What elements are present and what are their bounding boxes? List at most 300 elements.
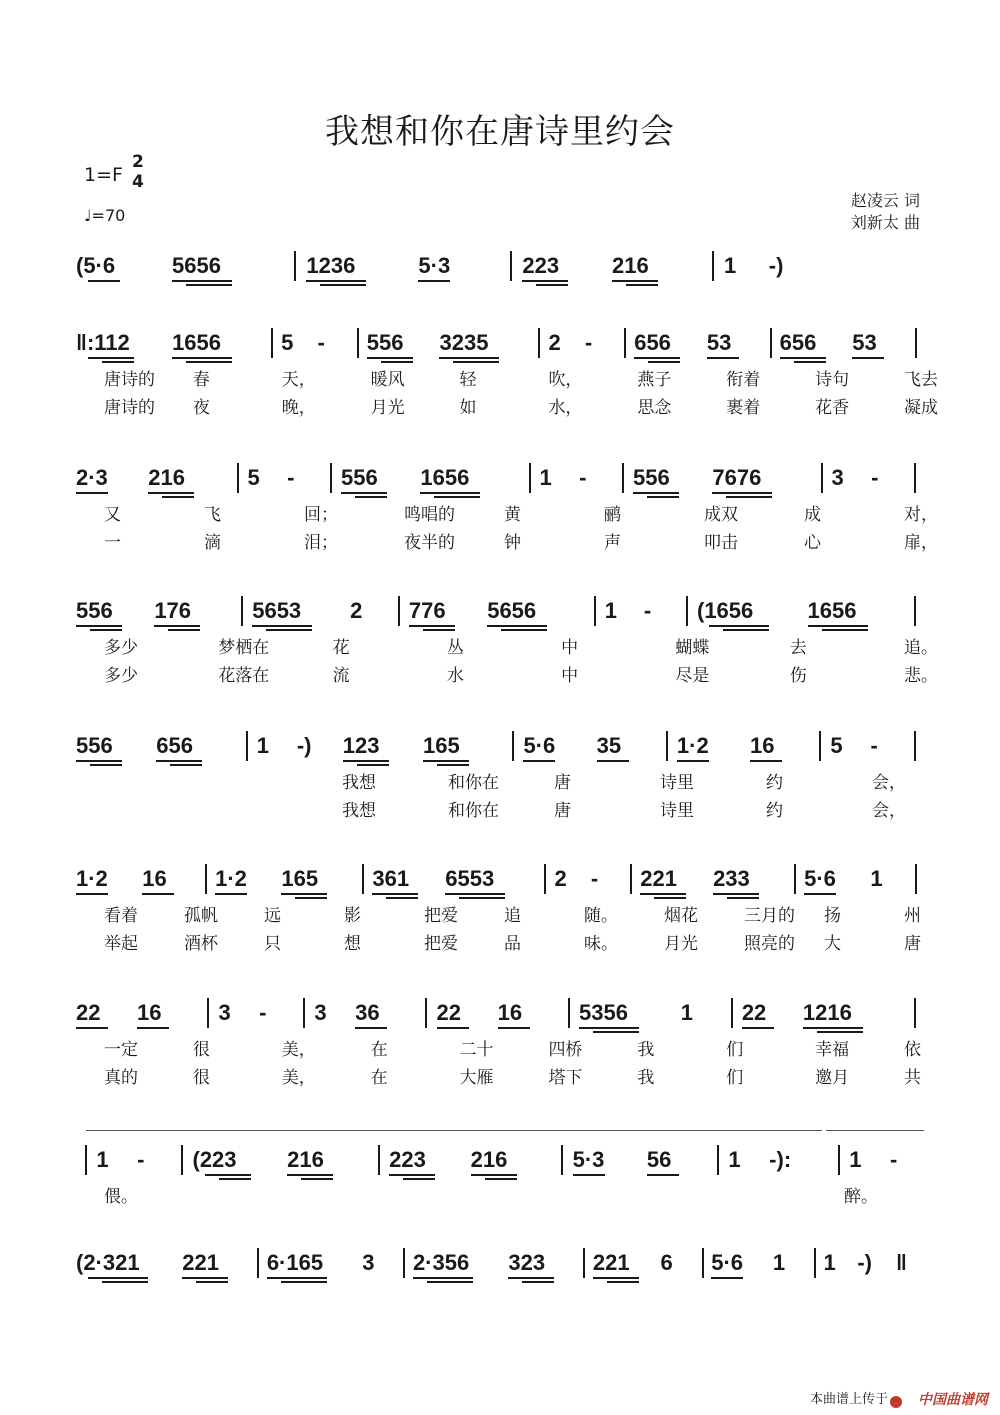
barline	[594, 596, 596, 626]
note-group: 22	[436, 1000, 462, 1025]
barline	[914, 463, 916, 493]
barline	[398, 596, 400, 626]
note-group: 5·6	[804, 866, 836, 891]
underline-beam	[154, 625, 200, 627]
underline-beam	[420, 492, 480, 494]
underline-beam	[266, 629, 312, 631]
barline	[237, 463, 239, 493]
underline-beam	[148, 492, 194, 494]
volta-bracket-2	[826, 1130, 924, 1131]
underline-beam	[508, 1277, 554, 1279]
underline-beam	[281, 893, 327, 895]
lyric-text: 们	[726, 1068, 744, 1088]
underline-beam	[219, 1178, 251, 1180]
lyric-text: 约	[766, 801, 783, 821]
lyric-text: 在	[370, 1068, 388, 1088]
barline	[207, 998, 209, 1028]
lyric-text: 吹，	[548, 370, 583, 390]
underline-beam	[487, 625, 547, 627]
barline	[819, 731, 821, 761]
underline-beam	[437, 1027, 469, 1029]
underline-beam	[522, 280, 568, 282]
underline-beam	[723, 629, 769, 631]
underline-beam	[76, 760, 122, 762]
note-group: 3	[362, 1250, 375, 1275]
quarter-note-icon: ♩	[84, 206, 92, 225]
lyric-text: 春	[192, 370, 210, 390]
note-group: -	[137, 1147, 145, 1172]
lyric-text: 去	[789, 638, 807, 658]
note-group: -):	[769, 1147, 792, 1172]
footer-upload-text: 本曲谱上传于	[809, 1392, 888, 1407]
barline	[241, 596, 243, 626]
barline	[257, 1248, 259, 1278]
note-group: -	[871, 465, 879, 490]
underline-beam	[726, 496, 772, 498]
note-group: 1	[728, 1147, 741, 1172]
lyric-text: 夜半的	[404, 533, 455, 553]
note-group: 5·3	[572, 1147, 605, 1172]
note-group: 2·3	[76, 465, 108, 490]
underline-beam	[803, 1027, 863, 1029]
lyric-text: 在	[370, 1040, 388, 1060]
song-title: 我想和你在唐诗里约会	[325, 112, 675, 152]
underline-beam	[215, 893, 247, 895]
barline	[529, 463, 531, 493]
note-group: 123	[342, 733, 380, 758]
underline-beam	[170, 764, 202, 766]
underline-beam	[707, 357, 739, 359]
lyric-text: 滴	[204, 533, 221, 553]
barline	[630, 864, 632, 894]
note-group: 776	[408, 598, 446, 623]
note-group: -	[317, 330, 325, 355]
note-group: 1	[539, 465, 552, 490]
note-group: 1656	[172, 330, 222, 355]
underline-beam	[536, 284, 568, 286]
underline-beam	[372, 893, 418, 895]
underline-beam	[90, 629, 122, 631]
note-group: -	[590, 866, 599, 891]
underline-beam	[626, 284, 658, 286]
note-group: 1	[772, 1250, 786, 1275]
note-group: 1·2	[76, 866, 108, 891]
lyric-text: 夜	[192, 398, 210, 418]
underline-beam	[427, 1281, 473, 1283]
note-group: -	[870, 733, 878, 758]
lyric-text: 们	[726, 1040, 744, 1060]
note-group: 22	[76, 1000, 101, 1025]
barline	[362, 864, 364, 894]
underline-beam	[320, 284, 366, 286]
underline-beam	[808, 625, 868, 627]
barline	[544, 864, 546, 894]
note-group: 656	[634, 330, 671, 355]
note-group: 3235	[439, 330, 489, 355]
underline-beam	[607, 1281, 639, 1283]
lyric-text: 大	[824, 934, 841, 954]
note-group: ‖:112	[76, 330, 130, 355]
lyric-text: 扉，	[904, 533, 938, 553]
underline-beam	[612, 280, 658, 282]
note-group: 53	[706, 330, 732, 355]
note-group: 1	[823, 1250, 836, 1275]
underline-beam	[750, 760, 782, 762]
note-group: -)	[857, 1250, 873, 1275]
lyric-text: 州	[904, 906, 921, 926]
note-group: 36	[355, 1000, 380, 1025]
note-group: 5	[830, 733, 843, 758]
underline-beam	[287, 1174, 333, 1176]
underline-beam	[780, 357, 826, 359]
tempo-value: =70	[91, 206, 126, 225]
barline	[702, 1248, 704, 1278]
lyric-text: 我	[637, 1040, 655, 1060]
note-group: 223	[389, 1147, 426, 1172]
note-group: 656	[779, 330, 817, 355]
lyric-text: 成	[804, 505, 821, 525]
note-group: (5·6	[76, 253, 116, 278]
underline-beam	[355, 1027, 387, 1029]
barline	[794, 864, 796, 894]
barline	[303, 998, 305, 1028]
lyric-text: 二十	[459, 1040, 494, 1060]
lyric-text: 黄	[504, 505, 521, 525]
note-group: 1656	[420, 465, 470, 490]
note-group: 6553	[445, 866, 495, 891]
lyric-text: 追	[504, 906, 521, 926]
underline-beam	[102, 1281, 148, 1283]
underline-beam	[409, 625, 455, 627]
barline	[915, 864, 917, 894]
lyric-text: 美，	[281, 1068, 316, 1088]
note-group: 556	[633, 465, 670, 490]
underline-beam	[88, 1277, 148, 1279]
note-group: 16	[142, 866, 167, 891]
note-group: 556	[76, 598, 113, 623]
barline	[85, 1145, 87, 1175]
lyric-text: 尽是	[675, 666, 710, 686]
barline	[821, 463, 823, 493]
lyric-text: 花	[332, 638, 350, 658]
lyric-text: 唐	[904, 934, 921, 954]
barline	[686, 596, 688, 626]
underline-beam	[76, 893, 108, 895]
lyric-text: 轻	[459, 370, 477, 390]
underline-beam	[403, 1178, 435, 1180]
lyric-text: 醉。	[844, 1187, 878, 1207]
underline-beam	[804, 893, 836, 895]
lyric-text: 丛	[446, 638, 464, 658]
note-group: -	[287, 465, 295, 490]
note-group: 2	[548, 330, 561, 355]
lyric-text: 水	[446, 666, 464, 686]
lyric-text: 一	[104, 533, 121, 553]
underline-beam	[381, 361, 413, 363]
barline	[914, 998, 916, 1028]
lyric-text: 晚，	[281, 398, 316, 418]
lyric-text: 远	[264, 906, 281, 926]
lyric-text: 我	[637, 1068, 655, 1088]
barline	[271, 328, 273, 358]
underline-beam	[794, 361, 826, 363]
lyric-text: 真的	[104, 1068, 138, 1088]
time-signature	[132, 152, 144, 192]
lyric-text: 把爱	[424, 906, 458, 926]
barline	[512, 731, 514, 761]
note-group: 7676	[712, 465, 762, 490]
note-group: 5656	[172, 253, 221, 278]
note-group: 1·2	[215, 866, 247, 891]
underline-beam	[445, 893, 505, 895]
note-group: 1	[96, 1147, 109, 1172]
lyric-text: 举起	[104, 934, 138, 954]
underline-beam	[573, 1174, 605, 1176]
lyric-text: 又	[104, 505, 121, 525]
underline-beam	[413, 1277, 473, 1279]
lyric-text: 伤	[789, 666, 807, 686]
barline	[378, 1145, 380, 1175]
lyric-text: 暖风	[370, 370, 405, 390]
lyric-text: 很	[192, 1068, 210, 1088]
note-group: 5	[281, 330, 294, 355]
underline-beam	[459, 897, 505, 899]
note-group: 556	[76, 733, 113, 758]
barline	[731, 998, 733, 1028]
lyric-text: 叩击	[704, 533, 738, 553]
lyric-text: 诗里	[660, 773, 694, 793]
note-group: 56	[646, 1147, 672, 1172]
barline	[666, 731, 668, 761]
lyric-text: 只	[264, 934, 281, 954]
underline-beam	[301, 1178, 333, 1180]
volta-bracket	[86, 1130, 822, 1131]
note-group: -	[890, 1147, 898, 1172]
note-group: 3	[218, 1000, 231, 1025]
underline-beam	[647, 496, 679, 498]
lyric-text: 照亮的	[744, 934, 795, 954]
note-group: (2·321	[76, 1250, 140, 1275]
lyric-text: 流	[332, 666, 350, 686]
barline	[624, 328, 626, 358]
lyric-text: 唐	[554, 773, 571, 793]
lyric-text: 追。	[904, 638, 938, 658]
underline-beam	[267, 1277, 327, 1279]
underline-beam	[709, 625, 769, 627]
note-group: ‖	[896, 1250, 907, 1275]
lyric-text: 梦栖在	[218, 638, 270, 658]
underline-beam	[102, 361, 134, 363]
lyric-text: 悲。	[904, 666, 938, 686]
underline-beam	[677, 760, 709, 762]
underline-beam	[186, 361, 232, 363]
lyric-text: 回；	[304, 505, 338, 525]
underline-beam	[501, 629, 547, 631]
underline-beam	[357, 764, 389, 766]
underline-beam	[306, 280, 366, 282]
underline-beam	[852, 357, 884, 359]
note-group: 656	[156, 733, 194, 758]
time-signature-denominator: 4	[132, 172, 144, 192]
lyric-text: 如	[459, 398, 477, 418]
note-group: 5356	[579, 1000, 628, 1025]
underline-beam	[355, 496, 387, 498]
lyric-text: 很	[192, 1040, 210, 1060]
underline-beam	[196, 1281, 228, 1283]
lyric-text: 天，	[281, 370, 316, 390]
note-group: 216	[287, 1147, 324, 1172]
lyric-text: 成双	[704, 505, 738, 525]
note-group: 16	[137, 1000, 162, 1025]
note-group: 1	[870, 866, 883, 891]
note-group: 1	[680, 1000, 694, 1025]
underline-beam	[423, 760, 469, 762]
lyric-text: 衔着	[726, 370, 761, 390]
lyric-text: 四桥	[548, 1040, 583, 1060]
lyric-text: 品	[504, 934, 521, 954]
note-group: 2·356	[412, 1250, 470, 1275]
underline-beam	[162, 496, 194, 498]
lyric-text: 思念	[637, 398, 672, 418]
note-group: 5·6	[711, 1250, 744, 1275]
lyric-text: 多少	[104, 638, 138, 658]
underline-beam	[654, 897, 686, 899]
lyric-text: 多少	[104, 666, 138, 686]
barline	[357, 328, 359, 358]
note-group: 221	[182, 1250, 219, 1275]
underline-beam	[252, 625, 312, 627]
note-group: (1656	[697, 598, 754, 623]
barline	[814, 1248, 816, 1278]
lyric-text: 心	[804, 533, 821, 553]
note-group: 165	[281, 866, 319, 891]
lyric-text: 中	[561, 666, 579, 686]
underline-beam	[168, 629, 200, 631]
lyric-text: 烟花	[664, 906, 698, 926]
barline	[181, 1145, 183, 1175]
barline	[568, 998, 570, 1028]
note-group: 323	[508, 1250, 546, 1275]
barline	[914, 731, 916, 761]
lyricist-credit: 赵凌云 词	[850, 191, 920, 210]
underline-beam	[742, 1027, 774, 1029]
underline-beam	[186, 284, 232, 286]
lyric-text: 会，	[872, 801, 906, 821]
underline-beam	[439, 357, 499, 359]
underline-beam	[341, 492, 387, 494]
note-group: 216	[148, 465, 185, 490]
key-signature: 1=F	[84, 164, 123, 186]
note-group: -	[259, 1000, 267, 1025]
lyric-text: 美，	[281, 1040, 316, 1060]
barline	[425, 998, 427, 1028]
underline-beam	[205, 1174, 251, 1176]
site-name: 中国曲谱网	[918, 1392, 988, 1408]
lyric-text: 约	[766, 773, 783, 793]
note-group: 1	[256, 733, 269, 758]
underline-beam	[434, 496, 480, 498]
underline-beam	[423, 629, 455, 631]
note-group: 216	[470, 1147, 508, 1172]
note-group: 3	[831, 465, 844, 490]
note-group: 1·2	[676, 733, 709, 758]
lyric-text: 随。	[584, 906, 618, 926]
underline-beam	[640, 893, 686, 895]
note-group: 216	[612, 253, 649, 278]
note-group: 6	[660, 1250, 673, 1275]
barline	[712, 251, 714, 281]
note-group: 1656	[807, 598, 857, 623]
note-group: 233	[713, 866, 750, 891]
underline-beam	[523, 760, 555, 762]
underline-beam	[172, 280, 232, 282]
lyric-text: 邀月	[815, 1068, 850, 1088]
lyric-text: 和你在	[448, 801, 499, 821]
lyric-text: 钟	[504, 533, 521, 553]
lyric-text: 诗里	[660, 801, 694, 821]
barline	[561, 1145, 563, 1175]
lyric-text: 水，	[548, 398, 583, 418]
underline-beam	[597, 760, 629, 762]
underline-beam	[579, 1027, 639, 1029]
barline	[915, 328, 917, 358]
note-group: 5·3	[418, 253, 451, 278]
lyric-text: 花香	[815, 398, 850, 418]
note-group: 3	[314, 1000, 327, 1025]
lyric-text: 泪；	[304, 533, 338, 553]
lyric-text: 把爱	[424, 934, 458, 954]
note-group: 223	[522, 253, 560, 278]
underline-beam	[172, 357, 232, 359]
lyric-text: 塔下	[548, 1068, 583, 1088]
underline-beam	[593, 1031, 639, 1033]
barline	[914, 596, 916, 626]
underline-beam	[418, 280, 450, 282]
underline-beam	[633, 492, 679, 494]
lyric-text: 唐诗的	[104, 370, 155, 390]
barline	[838, 1145, 840, 1175]
note-group: 1	[604, 598, 617, 623]
lyric-text: 凝成	[904, 398, 938, 418]
lyric-text: 声	[604, 533, 621, 553]
underline-beam	[648, 361, 680, 363]
underline-beam	[156, 760, 202, 762]
note-group: -)	[296, 733, 312, 758]
lyric-text: 想	[344, 934, 361, 954]
note-group: 556	[341, 465, 378, 490]
lyric-text: 偎。	[104, 1187, 138, 1207]
underline-beam	[76, 492, 108, 494]
barline	[622, 463, 624, 493]
underline-beam	[88, 357, 134, 359]
lyric-text: 大雁	[459, 1068, 494, 1088]
note-group: -	[643, 598, 652, 623]
underline-beam	[386, 897, 418, 899]
underline-beam	[711, 1277, 743, 1279]
lyric-text: 月光	[370, 398, 405, 418]
lyric-text: 飞	[204, 505, 221, 525]
barline	[510, 251, 512, 281]
lyric-text: 唐诗的	[104, 398, 155, 418]
note-group: 221	[640, 866, 677, 891]
lyric-text: 三月的	[744, 906, 795, 926]
note-group: 16	[497, 1000, 523, 1025]
underline-beam	[137, 1027, 169, 1029]
note-group: 1236	[306, 253, 356, 278]
barline	[205, 864, 207, 894]
underline-beam	[712, 492, 772, 494]
underline-beam	[822, 629, 868, 631]
